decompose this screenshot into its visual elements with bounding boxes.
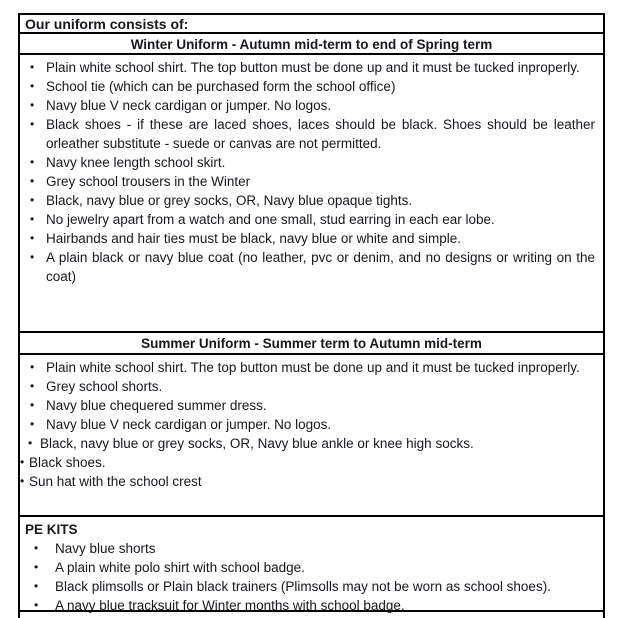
bullet-icon: • <box>30 117 35 131</box>
list-item-text: Plain white school shirt. The top button must be done up and it must be tucked inproperly. <box>46 60 580 75</box>
bullet-icon: • <box>30 79 35 93</box>
list-item <box>20 229 595 248</box>
list-item <box>20 210 595 229</box>
bullet-icon: • <box>30 379 35 393</box>
bullet-icon: • <box>30 193 35 207</box>
list-item-text: Navy blue V neck cardigan or jumper. No logos. <box>46 98 332 113</box>
list-item-text: Navy knee length school skirt. <box>46 155 226 170</box>
list-item-text: Sun hat with the school crest <box>29 474 202 489</box>
list-item <box>20 434 595 453</box>
list-item-text: Grey school trousers in the Winter <box>46 174 251 189</box>
winter-items-cell <box>20 55 603 333</box>
list-item-text: A navy blue tracksuit for Winter months with school badge. <box>55 598 405 613</box>
bullet-icon: • <box>34 598 39 612</box>
list-item-text: Navy blue shorts <box>55 541 156 556</box>
winter-section-header: Winter Uniform - Autumn mid-term to end of Spring term <box>130 37 493 52</box>
list-item-text: Navy blue V neck cardigan or jumper. No logos. <box>46 417 332 432</box>
list-item-text: Navy blue chequered summer dress. <box>46 398 267 413</box>
list-item <box>20 415 595 434</box>
list-item-text: Black shoes. <box>29 455 106 470</box>
bullet-icon: • <box>30 398 35 412</box>
page-title: Our uniform consists of: <box>25 16 189 32</box>
list-item <box>20 539 595 558</box>
bullet-icon: • <box>30 174 35 188</box>
bullet-icon: • <box>30 60 35 74</box>
list-item <box>20 96 595 115</box>
list-item <box>20 396 595 415</box>
list-item-text: Grey school shorts. <box>46 379 163 394</box>
bullet-icon: • <box>28 436 33 450</box>
pe-section-header: PE KITS <box>25 522 78 537</box>
bullet-icon: • <box>20 474 25 488</box>
list-item-text: Black, navy blue or grey socks, OR, Navy blue ankle or knee high socks. <box>40 436 474 451</box>
list-item-text: A plain white polo shirt with school badge. <box>55 560 305 575</box>
list-item-text: No jewelry apart from a watch and one small, stud earring in each ear lobe. <box>46 212 495 227</box>
list-item <box>20 77 595 96</box>
list-item-text: Plain white school shirt. The top button must be done up and it must be tucked inproperly. <box>46 360 580 375</box>
summer-items-cell <box>20 355 603 517</box>
list-item-text: A plain black or navy blue coat (no leather, pvc or denim, and no designs or writing on the coat) <box>46 250 595 284</box>
bullet-icon: • <box>34 579 39 593</box>
bullet-icon: • <box>30 360 35 374</box>
bullet-icon: • <box>34 541 39 555</box>
table-row-winter-header <box>20 34 603 55</box>
bullet-icon: • <box>30 231 35 245</box>
summer-section-header: Summer Uniform - Summer term to Autumn mid-term <box>141 336 482 351</box>
list-item <box>20 153 595 172</box>
bullet-icon: • <box>30 250 35 264</box>
uniform-table <box>18 13 605 618</box>
list-item <box>20 472 595 491</box>
list-item <box>20 115 595 153</box>
list-item <box>20 558 595 577</box>
list-item <box>20 377 595 396</box>
list-item <box>20 58 595 77</box>
table-row-summer-header <box>20 333 603 355</box>
list-item <box>20 191 595 210</box>
list-item-text: Black shoes - if these are laced shoes, laces should be black. Shoes should be leather orleather substitute - suede or canvas are not permitted. <box>46 117 595 151</box>
list-item-text: School tie (which can be purchased form the school office) <box>46 79 396 94</box>
bullet-icon: • <box>30 155 35 169</box>
pe-kits-cell <box>20 517 603 612</box>
list-item <box>20 577 595 596</box>
table-row-title <box>20 15 603 34</box>
list-item-text: Hairbands and hair ties must be black, navy blue or white and simple. <box>46 231 461 246</box>
list-item <box>20 453 595 472</box>
list-item <box>20 596 595 615</box>
list-item <box>20 358 595 377</box>
bullet-icon: • <box>30 417 35 431</box>
bullet-icon: • <box>34 560 39 574</box>
bullet-icon: • <box>20 455 25 469</box>
bullet-icon: • <box>30 212 35 226</box>
list-item <box>20 172 595 191</box>
list-item-text: Black plimsolls or Plain black trainers (Plimsolls may not be worn as school shoes). <box>55 579 551 594</box>
list-item-text: Black, navy blue or grey socks, OR, Navy blue opaque tights. <box>46 193 413 208</box>
list-item <box>20 248 595 286</box>
bullet-icon: • <box>30 98 35 112</box>
